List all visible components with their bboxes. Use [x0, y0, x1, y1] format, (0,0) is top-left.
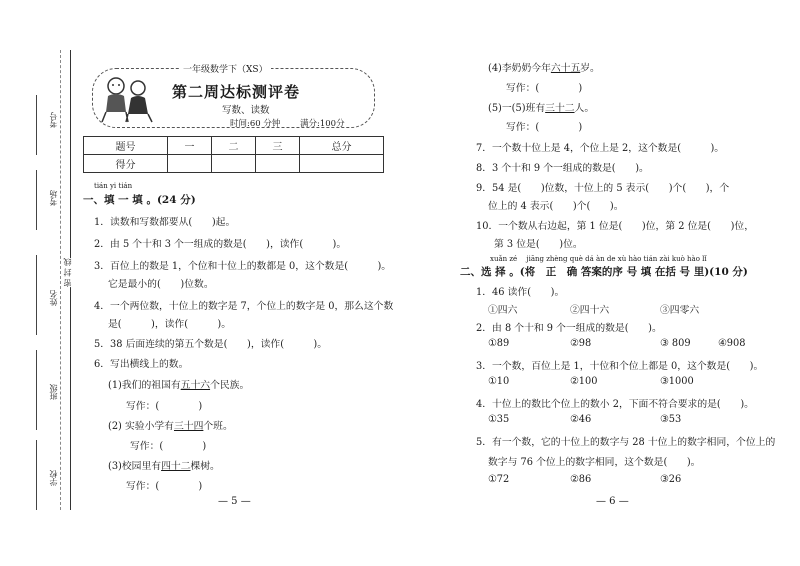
series-label: 一年级数学下（XS）: [180, 62, 271, 75]
section-2-title: 二、选 择 。(将 正 确 答案的序 号 填 在括 号 里)(10 分): [460, 266, 748, 278]
choice-option: ④908: [718, 338, 746, 349]
question-4-cont: 是( )，读作( )。: [108, 319, 232, 330]
answer-4: 写作：( ): [506, 83, 583, 94]
mascot-icon: [98, 72, 158, 124]
choice-option: ②98: [570, 338, 592, 349]
answer-1: 写作：( ): [126, 401, 203, 412]
seal-label: 密 封 线: [63, 258, 72, 288]
question-8: 8．3 个十和 9 个一组成的数是( )。: [476, 163, 649, 174]
question-6-2: (2) 实验小学有三十四个班。: [108, 421, 233, 432]
question-1: 1．读数和写数都要从( )起。: [94, 217, 236, 228]
question-9-cont: 位上的 4 表示( )个( )。: [488, 201, 624, 212]
choice-option: ②100: [570, 376, 598, 387]
page-number: — 6 —: [596, 496, 629, 507]
xingming-label: 姓名: [49, 290, 58, 306]
question-10-cont: 第 3 位是( )位。: [494, 239, 583, 250]
score-entry[interactable]: [168, 155, 212, 173]
xuexiao-label: 学校: [49, 470, 58, 486]
choice-4: 4．十位上的数比个位上的数小 2，下面不符合要求的是( )。: [476, 399, 754, 410]
question-4: 4．一个两位数，十位上的数字是 7，个位上的数字是 0，那么这个数: [94, 301, 394, 312]
kaochang-label: 考场: [49, 190, 58, 206]
page-number: — 5 —: [218, 496, 251, 507]
choice-option: ③四零六: [660, 305, 700, 316]
xingming-blank: [36, 255, 37, 335]
question-6-5: (5)一(5)班有三十二人。: [488, 103, 595, 114]
question-3: 3．百位上的数是 1，个位和十位上的数都是 0，这个数是( )。: [94, 261, 392, 272]
choice-option: ①89: [488, 338, 510, 349]
kaohao-label: 考号: [49, 112, 58, 128]
question-6-1: (1)我们的祖国有五十六个民族。: [108, 380, 250, 391]
seal-dashed-line: [60, 50, 61, 510]
section-1-title: 一、填 一 填 。(24 分): [83, 194, 196, 206]
question-7: 7．一个数十位上是 4，个位上是 2，这个数是( )。: [476, 143, 725, 154]
kaohao-blank: [36, 95, 37, 155]
score-cell: 二: [212, 137, 256, 155]
score-entry[interactable]: [212, 155, 256, 173]
choice-5: 5．有一个数，它的十位上的数字与 28 十位上的数字相同，个位上的: [476, 437, 776, 448]
choice-option: ③ 809: [660, 338, 691, 349]
answer-3: 写作：( ): [126, 481, 203, 492]
question-3-cont: 它是最小的( )位数。: [108, 279, 214, 290]
xuexiao-blank: [36, 440, 37, 510]
score-table: [83, 136, 384, 173]
paper-title: 第二周达标测评卷: [172, 83, 301, 101]
score-entry[interactable]: [256, 155, 300, 173]
choice-option: ②46: [570, 414, 592, 425]
choice-option: ①四六: [488, 305, 518, 316]
answer-2: 写作：( ): [130, 441, 207, 452]
answer-5: 写作：( ): [506, 122, 583, 133]
score-cell: 题号: [84, 137, 168, 155]
pinyin-line: xuǎn zé jiāng zhèng què dá àn de xù hào tián zài kuò hào lǐ: [490, 255, 707, 263]
choice-option: ②四十六: [570, 305, 610, 316]
question-6-4: (4)李奶奶今年六十五岁。: [488, 63, 600, 74]
choice-5-cont: 数字与 76 个位上的数字相同，这个数是( )。: [488, 457, 701, 468]
choice-2: 2．由 8 个十和 9 个一组成的数是( )。: [476, 323, 662, 334]
score-cell: 得分: [84, 155, 168, 173]
choice-option: ③53: [660, 414, 682, 425]
score-entry[interactable]: [300, 155, 384, 173]
question-10: 10．一个数从右边起，第 1 位是( )位，第 2 位是( )位，: [476, 221, 755, 232]
question-9: 9．54 是( )位数，十位上的 5 表示( )个( )，个: [476, 183, 730, 194]
score-cell: 一: [168, 137, 212, 155]
choice-option: ①72: [488, 474, 510, 485]
pinyin-line: tián yi tián: [94, 182, 133, 190]
choice-option: ③1000: [660, 376, 694, 387]
choice-3: 3．一个数，百位上是 1，十位和个位上都是 0，这个数是( )。: [476, 361, 764, 372]
choice-option: ③26: [660, 474, 682, 485]
question-5: 5．38 后面连续的第五个数是( )，读作( )。: [94, 339, 328, 350]
score-label: 满分:100分: [300, 119, 345, 129]
choice-option: ②86: [570, 474, 592, 485]
score-cell: 总分: [300, 137, 384, 155]
banji-blank: [36, 350, 37, 430]
choice-option: ①35: [488, 414, 510, 425]
time-label: 时间:60 分钟: [230, 119, 281, 129]
question-2: 2．由 5 个十和 3 个一组成的数是( )，读作( )。: [94, 239, 347, 250]
kaochang-blank: [36, 170, 37, 230]
choice-1: 1．46 读作( )。: [476, 287, 565, 298]
question-6: 6．写出横线上的数。: [94, 359, 189, 370]
score-cell: 三: [256, 137, 300, 155]
paper-subtitle: 写数、读数: [222, 105, 270, 116]
choice-option: ①10: [488, 376, 510, 387]
question-6-3: (3)校园里有四十二棵树。: [108, 461, 220, 472]
banji-label: 班级: [49, 384, 58, 400]
